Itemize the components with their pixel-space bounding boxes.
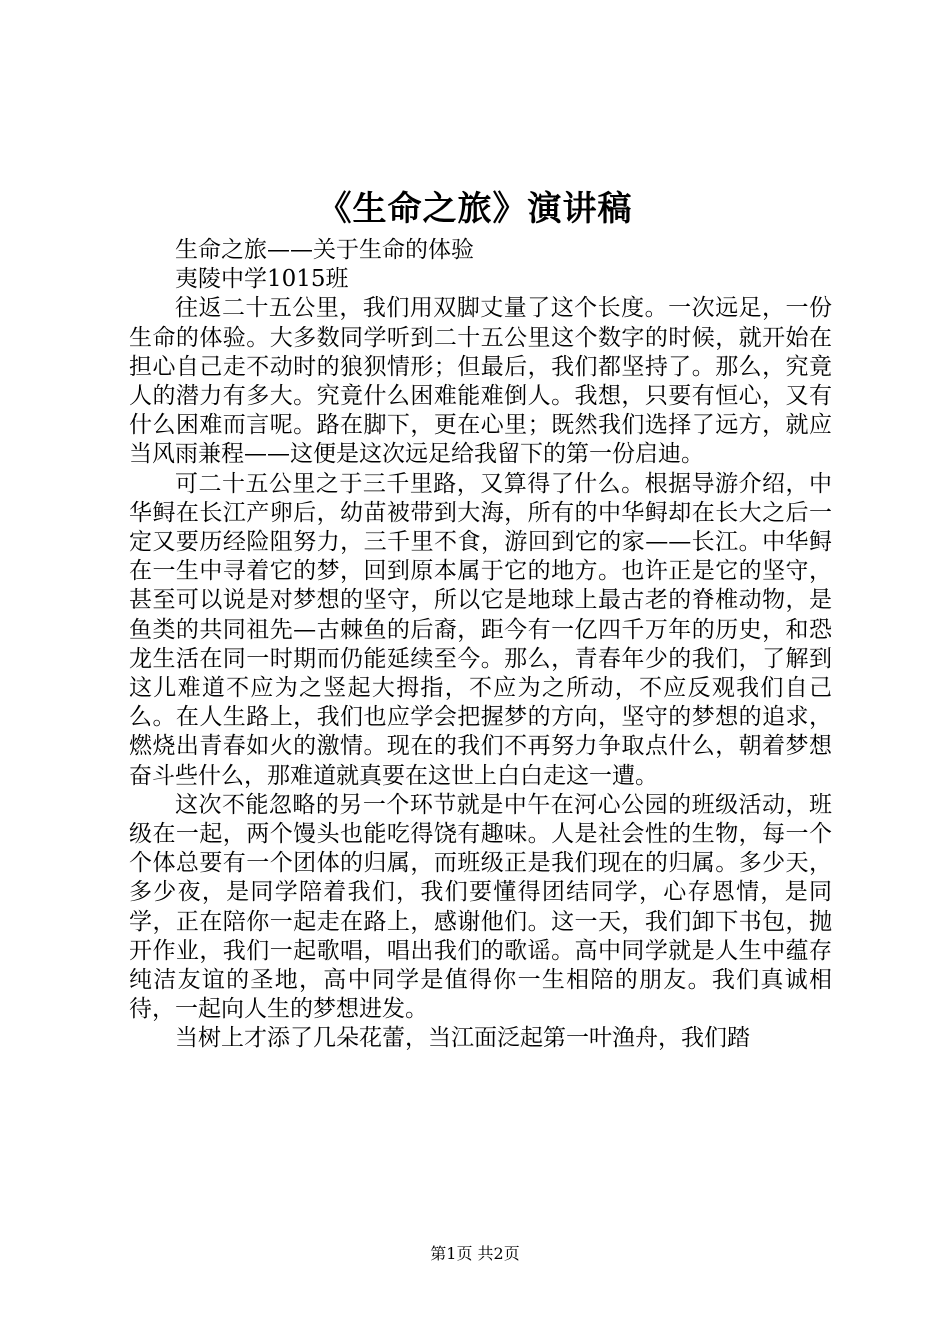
author-line: 夷陵中学1015班 xyxy=(175,266,349,293)
page-footer: 第1页 共2页 xyxy=(430,1244,520,1263)
paragraph: 当树上才添了几朵花蕾，当江面泛起第一叶渔舟，我们踏 xyxy=(175,1025,750,1052)
paragraph: 可二十五公里之于三千里路，又算得了什么。根据导游介绍，中华鲟在长江产卵后，幼苗被带到大海，所有的中华鲟却在长大之后一定又要历经险阻努力，三千里不食，游回到它的家——长江。中华鲟在一生中寻着它的梦，回到原本属于它的地方。也许正是它的坚守，甚至可以说是对梦想的坚守，所以它是地球上最古老的脊椎动物，是鱼类的共同祖先—古棘鱼的后裔，距今有一亿四千万年的历史，和恐龙生活在同一时期而仍能延续至今。那么，青春年少的我们，了解到这儿难道不应为之竖起大拇指，不应为之所动，不应反观我们自己么。在人生路上，我们也应学会把握梦的方向，坚守的梦想的追求，燃烧出青春如火的激情。现在的我们不再努力争取点什么，朝着梦想奋斗些什么，那难道就真要在这世上白白走这一遭。 xyxy=(129,470,832,789)
subtitle: 生命之旅——关于生命的体验 xyxy=(175,237,474,263)
document-body xyxy=(129,236,832,1054)
document-title: 《生命之旅》演讲稿 xyxy=(317,189,633,229)
paragraph: 往返二十五公里，我们用双脚丈量了这个长度。一次远足，一份生命的体验。大多数同学听到二十五公里这个数字的时候，就开始在担心自己走不动时的狼狈情形；但最后，我们都坚持了。那么，究竟人的潜力有多大。究竟什么困难能难倒人。我想，只要有恒心，又有什么困难而言呢。路在脚下，更在心里；既然我们选择了远方，就应当风雨兼程——这便是这次远足给我留下的第一份启迪。 xyxy=(129,295,832,468)
paragraph: 这次不能忽略的另一个环节就是中午在河心公园的班级活动，班级在一起，两个馒头也能吃得饶有趣味。人是社会性的生物，每一个个体总要有一个团体的归属，而班级正是我们现在的归属。多少天，多少夜，是同学陪着我们，我们要懂得团结同学，心存恩情，是同学，正在陪你一起走在路上，感谢他们。这一天，我们卸下书包，抛开作业，我们一起歌唱，唱出我们的歌谣。高中同学就是人生中蕴存纯洁友谊的圣地，高中同学是值得你一生相陪的朋友。我们真诚相待，一起向人生的梦想进发。 xyxy=(129,791,832,1023)
